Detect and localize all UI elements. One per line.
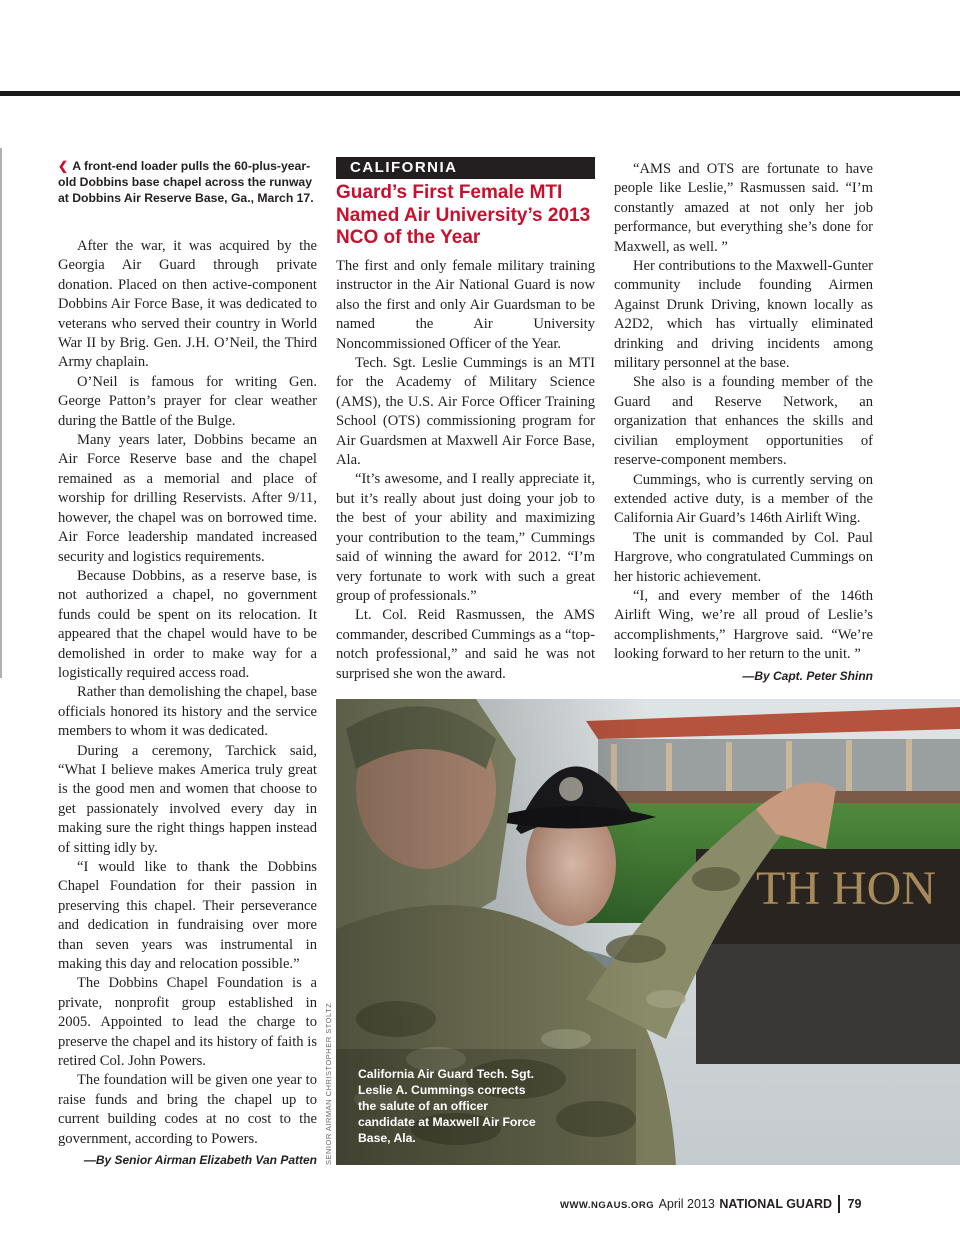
chevron-left-icon: ❮ — [58, 159, 69, 173]
paragraph: After the war, it was acquired by the Georgia Air Guard through private donation. Placed on then active-component Dobbins Air Force Base, it was dedicated to veterans who served their country in World War II by Brig. Gen. J.H. O’Neil, the Third Army chaplain. — [58, 238, 317, 371]
footer-divider — [838, 1195, 840, 1213]
paragraph: “It’s awesome, and I really appreciate it, but it’s really about just doing your job to the best of your ability and maximizing your contribution to the team,” Cummings said of winning the award for 2012. “I’m very fortunate to work with such a great group of professionals.” — [336, 471, 595, 604]
paragraph: Rather than demolishing the chapel, base officials honored its history and the service members to whom it was dedicated. — [58, 684, 317, 740]
paragraph: Lt. Col. Reid Rasmussen, the AMS commander, described Cummings as a “top-notch professional,” and said he was not surprised she won the award. — [336, 607, 595, 682]
paragraph: Because Dobbins, as a reserve base, is not authorized a chapel, no government funds could be spent on its relocation. It appeared that the chapel would have to be demolished in order to make way for a logistically required access road. — [58, 567, 317, 681]
footer-magazine: NATIONAL GUARD — [719, 1197, 833, 1212]
paragraph: She also is a founding member of the Guard and Reserve Network, an organization that enhances the skills and civilian employment opportunities of reserve-component members. — [614, 374, 873, 469]
paragraph: “I would like to thank the Dobbins Chapel Foundation for their passion in preserving this chapel. Their perseverance and dedication in fundraising over more than seven years was instrumental in making this day and relocation possible.” — [58, 859, 317, 973]
byline-mti: —By Capt. Peter Shinn — [742, 668, 873, 683]
paragraph: The Dobbins Chapel Foundation is a private, nonprofit group established in 2005. Appointed to lead the charge to preserve the chapel and its history of faith is retired Col. John Powers. — [58, 975, 317, 1070]
left-margin-rule — [0, 148, 2, 678]
footer-url: WWW.NGAUS.ORG — [560, 1200, 655, 1212]
footer-date: April 2013 — [658, 1197, 715, 1212]
page-number: 79 — [847, 1197, 862, 1212]
photo-credit: SENIOR AIRMAN CHRISTOPHER STOLTZ — [324, 1002, 333, 1165]
paragraph: “AMS and OTS are fortunate to have people like Leslie,” Rasmussen said. “I’m constantly amazed at not only her job performance, but everything she’s done for Maxwell, as well. ” — [614, 161, 873, 255]
byline-chapel: —By Senior Airman Elizabeth Van Patten — [83, 1153, 317, 1168]
paragraph: The unit is commanded by Col. Paul Hargrove, who congratulated Cummings on her historic achievement. — [614, 529, 873, 585]
paragraph: “I, and every member of the 146th Airlift Wing, we’re all proud of Leslie’s accomplishments,” Hargrove said. “We’re looking forward to her return to the unit. ” — [614, 587, 873, 663]
section-label-bar — [336, 157, 595, 179]
paragraph: Many years later, Dobbins became an Air Force Reserve base and the chapel remained as a memorial and place of worship for drilling Reservists. After 9/11, however, the chapel was on borrowed time. Air Force leadership mandated increased security and logistics requirements. — [58, 432, 317, 565]
salute-photo-caption: California Air Guard Tech. Sgt. Leslie A. Cummings corrects the salute of an officer candidate at Maxwell Air Force Base, Ala. — [358, 1067, 536, 1145]
paragraph: Cummings, who is currently serving on extended active duty, is a member of the California Air Guard’s 146th Airlift Wing. — [614, 471, 873, 527]
paragraph: O’Neil is famous for writing Gen. George Patton’s prayer for clear weather during the Battle of the Bulge. — [58, 373, 317, 429]
article-headline: Guard’s First Female MTI Named Air University’s 2013 NCO of the Year — [336, 182, 591, 248]
column-2 — [336, 257, 595, 684]
chapel-photo-caption-text: A front-end loader pulls the 60-plus-year-old Dobbins base chapel across the runway at Dobbins Air Reserve Base, Ga., March 17. — [58, 159, 314, 205]
column-1 — [58, 237, 317, 1171]
paragraph: Her contributions to the Maxwell-Gunter community include founding Airmen Against Drunk Driving, known locally as A2D2, which has virtually eliminated drinking and driving incidents among military personnel at the base. — [614, 258, 873, 372]
chapel-photo-caption — [58, 158, 314, 206]
page-footer — [560, 1195, 876, 1215]
top-rule — [0, 91, 960, 96]
paragraph: The first and only female military training instructor in the Air National Guard is now also the first and only Air Guardsman to be named the Air University Noncommissioned Officer of the Year. — [336, 258, 595, 352]
column-3 — [614, 160, 873, 686]
section-label: CALIFORNIA — [350, 159, 458, 176]
paragraph: Tech. Sgt. Leslie Cummings is an MTI for the Academy of Military Science (AMS), the U.S. Air Force Officer Training School (OTS) commissioning program for Air Guardsmen at Maxwell Air Force Base, Ala. — [336, 355, 595, 469]
paragraph: The foundation will be given one year to raise funds and bring the chapel up to current building codes at no cost to the government, according to Powers. — [58, 1072, 317, 1147]
paragraph: During a ceremony, Tarchick said, “What I believe makes America truly great is the good men and women that choose to get passionately involved every day in making sure the right things happen instead of sitting idly by. — [58, 742, 317, 856]
